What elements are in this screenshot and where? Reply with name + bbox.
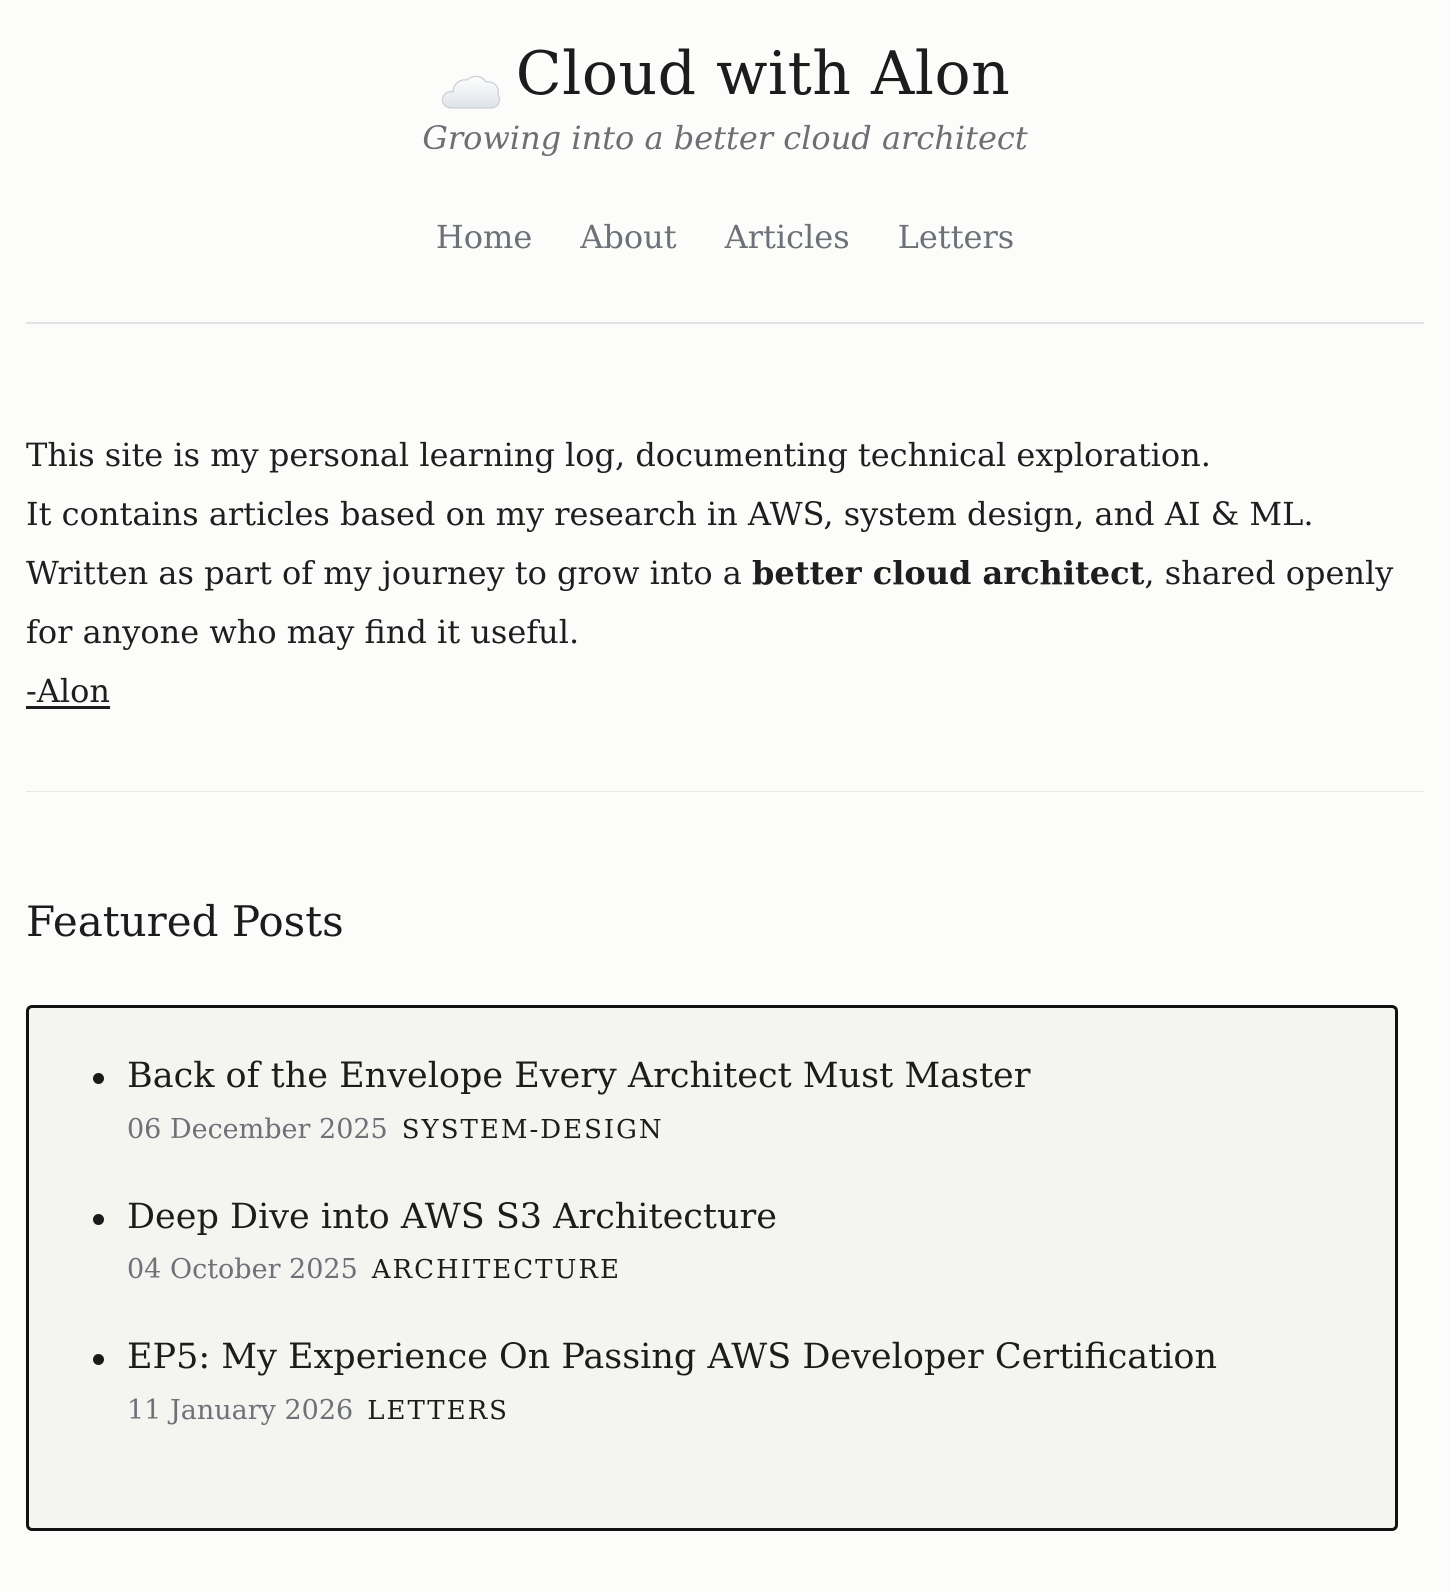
post-tag-link[interactable]: ARCHITECTURE <box>371 1255 621 1286</box>
post-title-link[interactable]: Deep Dive into AWS S3 Architecture <box>127 1196 777 1237</box>
main-nav <box>26 218 1424 256</box>
site-header <box>26 0 1424 256</box>
nav-letters-link[interactable]: Letters <box>897 217 1015 256</box>
post-title-link[interactable]: Back of the Envelope Every Architect Must Master <box>127 1056 1031 1097</box>
post-date: 11 January 2026 <box>127 1394 354 1426</box>
post-meta <box>127 1114 1395 1145</box>
post-date: 06 December 2025 <box>127 1113 388 1145</box>
post-date: 04 October 2025 <box>127 1254 358 1286</box>
featured-post <box>93 1195 1395 1286</box>
signature-link[interactable]: -Alon <box>26 671 111 710</box>
intro-emphasis: better cloud architect <box>752 553 1145 592</box>
post-meta <box>127 1254 1395 1285</box>
featured-post <box>93 1054 1395 1145</box>
intro-divider <box>26 791 1424 792</box>
site-title-link[interactable] <box>440 38 1011 110</box>
bullet-icon <box>93 1354 104 1365</box>
intro-line-3-suffix: , shared openly for anyone who may find it useful. <box>26 553 1394 651</box>
bullet-icon <box>93 1073 104 1084</box>
nav-about-link[interactable]: About <box>580 217 677 256</box>
header-divider <box>26 322 1424 324</box>
intro-section <box>26 426 1424 721</box>
post-tag-link[interactable]: LETTERS <box>367 1395 509 1426</box>
site-title-text: Cloud with Alon <box>515 39 1011 109</box>
nav-home-link[interactable]: Home <box>435 217 533 256</box>
bullet-icon <box>93 1214 104 1225</box>
post-tag-link[interactable]: SYSTEM-DESIGN <box>401 1114 664 1145</box>
intro-line-3 <box>26 544 1424 662</box>
featured-post <box>93 1335 1395 1426</box>
intro-line-1: This site is my personal learning log, documenting technical exploration. <box>26 435 1211 474</box>
cloud-icon <box>440 56 502 96</box>
site-tagline: Growing into a better cloud architect <box>422 119 1028 157</box>
intro-line-3-prefix: Written as part of my journey to grow into a <box>26 553 753 592</box>
signature-line <box>26 662 1424 721</box>
post-meta <box>127 1395 1395 1426</box>
featured-posts-box <box>26 1005 1398 1531</box>
post-title-link[interactable]: EP5: My Experience On Passing AWS Developer Certification <box>127 1337 1218 1378</box>
nav-articles-link[interactable]: Articles <box>724 217 850 256</box>
intro-line-2: It contains articles based on my research in AWS, system design, and AI & ML. <box>26 494 1314 533</box>
featured-posts-heading: Featured Posts <box>26 896 344 946</box>
